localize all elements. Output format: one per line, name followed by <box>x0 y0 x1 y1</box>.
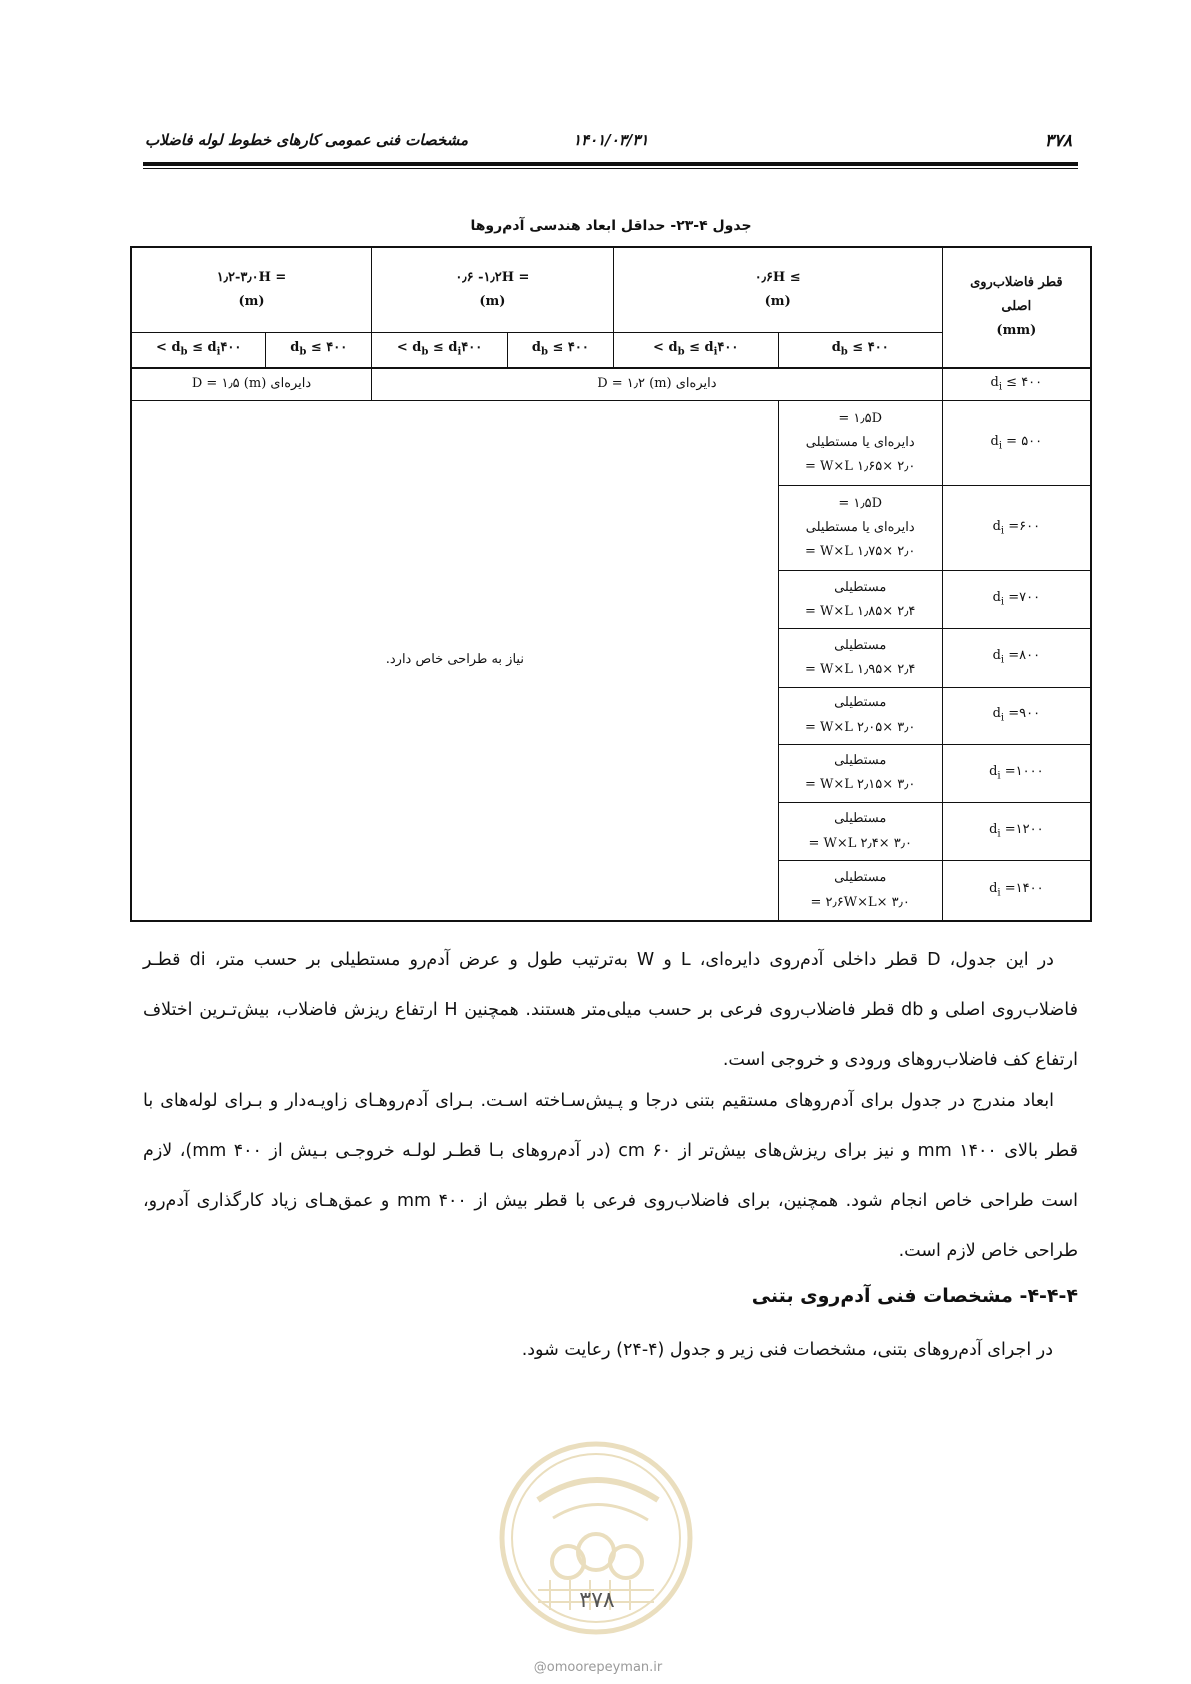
row-size-1400: $d_i$ =۱۴۰۰ <box>942 861 1091 921</box>
row-600-dimensions: ۱٫۵D = دایره‌ای یا مستطیلی ۲٫۰ ×۱٫۷۵ W×L = <box>778 486 942 571</box>
row-900-dimensions: مستطیلی ۳٫۰ ×۲٫۰۵ W×L = <box>778 687 942 744</box>
row-size-400: $d_i$ ≤ ۴۰۰ <box>942 368 1091 401</box>
row-1400-dimensions: مستطیلی ۳٫۰ ×۲٫۶W×L = <box>778 861 942 921</box>
subheader-db-le-mid: $d_b$ ≤ ۴۰۰ <box>508 333 614 368</box>
header-rule-thin <box>143 168 1078 169</box>
manhole-dimensions-table <box>130 246 1092 922</box>
subheader-db-le-low: $d_b$ ≤ ۴۰۰ <box>778 333 942 368</box>
row-size-700: $d_i$ =۷۰۰ <box>942 571 1091 629</box>
row-size-500: $d_i$ = ۵۰۰ <box>942 400 1091 486</box>
website-watermark: @omoorepeyman.ir <box>533 1660 663 1675</box>
row-size-1200: $d_i$ =۱۲۰۰ <box>942 803 1091 861</box>
row-size-600: $d_i$ =۶۰۰ <box>942 486 1091 571</box>
paragraph-definitions: در این جدول، D قطر داخلی آدم‌روی دایره‌ای، L و W به‌ترتیب طول و عرض آدم‌رو مستطیلی بر حسب متر، di قطـر فاضلاب‌روی اصلی و db قطر فاضلاب‌روی فرعی بر حسب میلی‌متر هستند. همچنین H ارتفاع ریزش فاضلاب، بیش‌تـرین اختلاف ارتفاع کف فاضلاب‌روهای ورودی و خروجی است. <box>143 950 1078 1070</box>
header-date: ۱۴۰۱/۰۳/۳۱ <box>573 131 649 149</box>
circle-low-cell: دایره‌ای (m) D = ۱٫۲ <box>372 368 943 401</box>
paragraph-dimensions-note: ابعاد مندرج در جدول برای آدم‌روهای مستقیم بتنی درجا و پـیش‌سـاخته اسـت. بـرای آدم‌روهـای زاویـه‌دار و بـرای لوله‌های با قطر بالای mm ۱۴۰۰ و نیز برای ریزش‌های بیش‌تر از cm ۶۰ (در آدم‌روهای بـا قطـر لولـه خروجـی بـیش از mm ۴۰۰)، لازم است طراحی خاص انجام شود. همچنین، برای فاضلاب‌روی فرعی با قطر بیش از mm ۴۰۰ و عمق‌هـای زیاد کارگذاری آدم‌رو، طراحی خاص لازم است. <box>143 1091 1078 1261</box>
row-size-800: $d_i$ =۸۰۰ <box>942 629 1091 687</box>
row-1000-dimensions: مستطیلی ۳٫۰ ×۲٫۱۵ W×L = <box>778 744 942 802</box>
seal-page-number: ۳۷۸ <box>579 1588 615 1613</box>
subheader-db-range-low: < $d_b$ ≤ $d_i۴۰۰$ <box>613 333 778 368</box>
header-title: مشخصات فنی عمومی کارهای خطوط لوله فاضلاب <box>145 131 469 149</box>
header-rule-thick <box>143 162 1078 166</box>
row-500-dimensions: ۱٫۵D = دایره‌ای یا مستطیلی ۲٫۰ ×۱٫۶۵ W×L = <box>778 400 942 486</box>
main-diameter-header: قطر فاضلاب‌روی اصلی (mm) <box>942 247 1091 368</box>
section-title: ۴-۴-۴- مشخصات فنی آدم‌روی بتنی <box>751 1285 1078 1307</box>
group-header-mid: ۰٫۶ -۱٫۲H = (m) <box>372 247 614 333</box>
row-700-dimensions: مستطیلی ۲٫۴ ×۱٫۸۵ W×L = <box>778 571 942 629</box>
group-header-low: ۰٫۶H ≤ (m) <box>613 247 942 333</box>
subheader-db-le-high: $d_b$ ≤ ۴۰۰ <box>266 333 372 368</box>
row-size-1000: $d_i$ =۱۰۰۰ <box>942 744 1091 802</box>
row-1200-dimensions: مستطیلی ۳٫۰ ×۲٫۴ W×L = <box>778 803 942 861</box>
row-size-900: $d_i$ =۹۰۰ <box>942 687 1091 744</box>
group-header-high: ۱٫۲-۳٫۰H = (m) <box>131 247 372 333</box>
subheader-db-range-high: < $d_b$ ≤ $d_i۴۰۰$ <box>131 333 266 368</box>
special-design-cell: نیاز به طراحی خاص دارد. <box>131 400 778 921</box>
table-caption: جدول ۴-۲۳- حداقل ابعاد هندسی آدم‌روها <box>470 218 752 234</box>
circle-high-cell: دایره‌ای (m) D = ۱٫۵ <box>131 368 372 401</box>
page-header <box>143 128 1078 154</box>
subheader-db-range-mid: < $d_b$ ≤ $d_i۴۰۰$ <box>372 333 508 368</box>
section-intro: در اجرای آدم‌روهای بتنی، مشخصات فنی زیر و جدول (۴-۲۴) رعایت شود. <box>521 1340 1053 1360</box>
row-800-dimensions: مستطیلی ۲٫۴ ×۱٫۹۵ W×L = <box>778 629 942 687</box>
header-page-number: ۳۷۸ <box>1044 131 1072 151</box>
